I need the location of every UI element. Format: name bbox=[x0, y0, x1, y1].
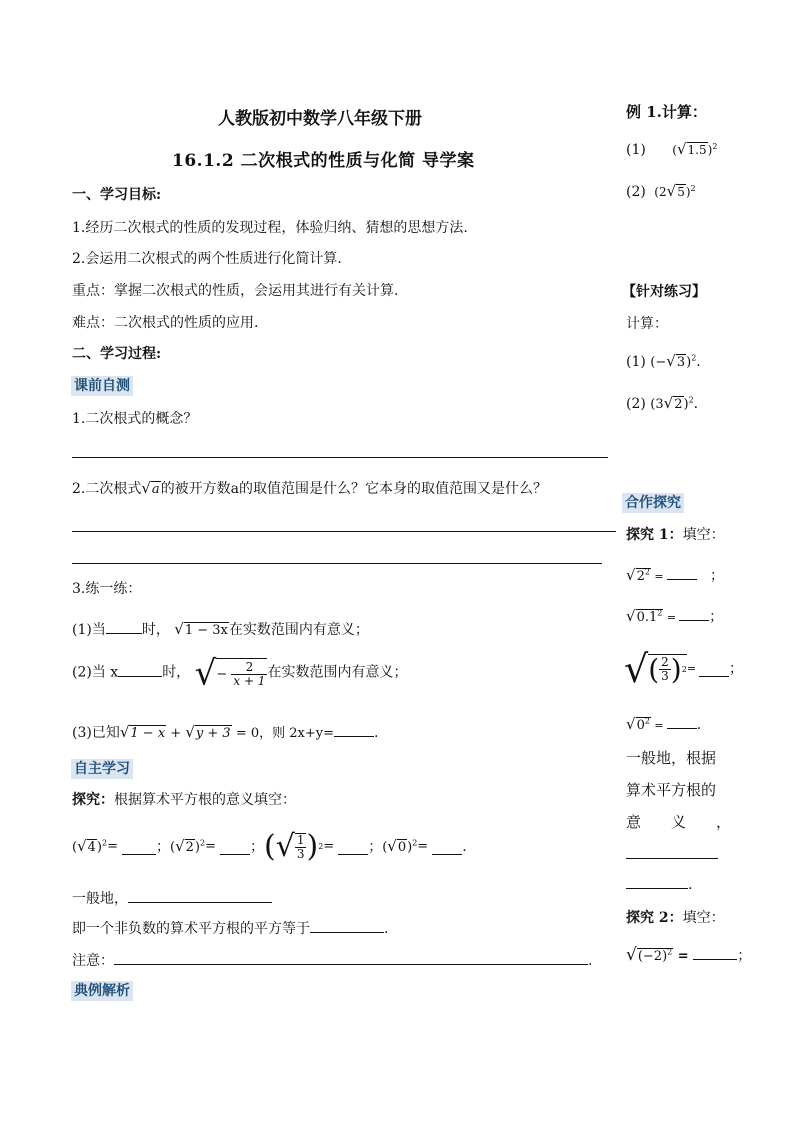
explore-1-general-blank-2[interactable] bbox=[626, 874, 688, 889]
practice-3-blank[interactable] bbox=[334, 722, 374, 737]
explore-1-general-2: 算术平方根的 bbox=[626, 781, 717, 799]
explore-1-blank-2[interactable] bbox=[679, 606, 709, 621]
explore-1-eq-1: = bbox=[650, 570, 664, 583]
right-practice-1-expr: $(-√3)^2$ bbox=[650, 352, 697, 370]
explore-1-end-1: ； bbox=[710, 568, 725, 584]
explore-1-expr-2-base: 0.1 bbox=[636, 610, 658, 625]
right-practice-2-radicand: 2 bbox=[674, 397, 683, 412]
practice-calc-label: 计算： bbox=[626, 316, 668, 332]
that-is-line bbox=[72, 918, 388, 938]
example-1-item-1-label: (1) bbox=[626, 142, 646, 158]
practice-3-sqrt-2: √y + 3 bbox=[185, 723, 231, 741]
explore-1-fill-1 bbox=[626, 565, 724, 586]
explore-1-expr-1-exp: 2 bbox=[644, 567, 650, 577]
fill-blank-4[interactable] bbox=[432, 840, 462, 855]
question-2-prefix: 2.二次根式 bbox=[72, 481, 142, 497]
fill-blank-2[interactable] bbox=[220, 840, 250, 855]
practice-2-when-end: 时， bbox=[162, 664, 191, 681]
practice-1 bbox=[72, 619, 369, 640]
difficulty-point: 难点：二次根式的性质的应用. bbox=[72, 315, 259, 331]
explore-1-expr-1-base: 2 bbox=[636, 569, 645, 584]
goal-2: 2.会运用二次根式的两个性质进行化简计算. bbox=[72, 251, 342, 267]
explore-1-blank-1[interactable] bbox=[667, 565, 697, 580]
question-2 bbox=[72, 479, 547, 499]
fill-expr-1-radicand: 4 bbox=[87, 840, 96, 855]
right-practice-2-period: . bbox=[693, 396, 699, 412]
explore-1-text: 填空： bbox=[682, 527, 725, 543]
explore-1-expr-3: √ ( $\frac{2}{3}$ ) 2 bbox=[624, 647, 687, 691]
right-practice-2 bbox=[626, 394, 698, 414]
explore-2-fill-1 bbox=[626, 945, 751, 966]
explore-2-blank-1[interactable] bbox=[693, 945, 737, 960]
right-practice-1-radicand: 3 bbox=[676, 355, 686, 370]
practice-3-given: (3)已知 bbox=[72, 725, 120, 741]
explore-text: 根据算术平方根的意义填空： bbox=[114, 792, 296, 808]
fill-expr-3-eq: = bbox=[323, 839, 335, 854]
explore-1-fill-4 bbox=[626, 714, 701, 735]
process-heading: 二、学习过程: bbox=[72, 346, 162, 362]
example-1-item-2-radicand: 5 bbox=[677, 185, 685, 199]
explore-1-blank-4[interactable] bbox=[667, 714, 697, 729]
answer-line-3[interactable] bbox=[72, 563, 602, 564]
example-1-item-1-radicand: 1.5 bbox=[687, 143, 707, 157]
that-is-text: 即一个非负数的算术平方根的平方等于 bbox=[72, 921, 310, 937]
example-tag: 典例解析 bbox=[71, 981, 133, 1001]
question-2-suffix: 的被开方数a的取值范围是什么？它本身的取值范围又是什么？ bbox=[160, 481, 548, 497]
that-is-blank[interactable] bbox=[310, 918, 384, 933]
practice-3-radicand-1: 1 − x bbox=[130, 726, 166, 741]
practice-2-sqrt: √− $\frac{2}{x + 1}$ bbox=[194, 653, 266, 693]
explore-1-expr-2: $√0.1^2$ bbox=[626, 607, 663, 625]
example-1-item-2-expr: $(2√5)^2$ bbox=[654, 182, 696, 200]
answer-line-2[interactable] bbox=[72, 531, 616, 532]
general-rule-line bbox=[72, 888, 272, 908]
explore-1-general-1: 一般地，根据 bbox=[626, 749, 717, 767]
practice-3-period: . bbox=[373, 725, 379, 741]
fill-expr-4-radicand: 0 bbox=[397, 840, 407, 855]
explore-2-expr-1-exp: 2 bbox=[667, 947, 673, 957]
explore-fill-row bbox=[72, 822, 467, 872]
explore-1-blank-3[interactable] bbox=[699, 662, 729, 677]
example-1-item-2 bbox=[626, 182, 696, 201]
explore-line bbox=[72, 791, 296, 809]
right-practice-2-label: (2) bbox=[626, 396, 646, 412]
practice-1-when: (1)当 bbox=[72, 622, 106, 638]
key-point: 重点：掌握二次根式的性质，会运用其进行有关计算. bbox=[72, 283, 399, 299]
practice-3 bbox=[72, 722, 378, 743]
lesson-title: 16.1.2 二次根式的性质与化简 导学案 bbox=[172, 151, 475, 171]
explore-2-end-1: ； bbox=[737, 948, 752, 964]
practice-1-when-end: 时， bbox=[141, 622, 170, 638]
example-1-label: 例 1.计算： bbox=[626, 103, 707, 121]
right-practice-1-exp: 2 bbox=[691, 353, 697, 363]
explore-1-expr-4-exp: 2 bbox=[644, 716, 650, 726]
right-practice-1-minus: − bbox=[655, 355, 667, 370]
practice-2 bbox=[72, 653, 408, 693]
explore-1-end-2: ； bbox=[709, 609, 724, 625]
right-practice-1-label: (1) bbox=[626, 354, 646, 370]
explore-1-fill-3 bbox=[624, 644, 743, 694]
that-is-period: . bbox=[384, 921, 389, 937]
fill-expr-2-eq: = bbox=[205, 839, 216, 854]
sqrt-a-radicand: a bbox=[151, 482, 160, 497]
practice-2-blank[interactable] bbox=[118, 662, 162, 677]
explore-1-expr-3-denominator: 3 bbox=[661, 669, 669, 683]
explore-1-eq-2: = bbox=[663, 611, 677, 624]
note-blank[interactable] bbox=[114, 950, 588, 965]
right-practice-1 bbox=[626, 352, 701, 372]
fill-sep-1: ； bbox=[156, 839, 170, 855]
document-title: 人教版初中数学八年级下册 bbox=[218, 109, 422, 129]
practice-heading: 3.练一练： bbox=[72, 581, 142, 597]
fill-sep-2: ； bbox=[250, 839, 264, 855]
explore-1-expr-1: $√2^2$ bbox=[626, 566, 650, 584]
explore-2-eq-1: = bbox=[673, 949, 694, 964]
fill-expr-4-eq: = bbox=[417, 839, 429, 854]
practice-1-condition: 在实数范围内有意义； bbox=[228, 622, 369, 638]
fill-blank-1[interactable] bbox=[122, 840, 156, 855]
practice-1-radicand: 1 − 3x bbox=[184, 623, 228, 638]
practice-2-minus: − bbox=[216, 667, 228, 682]
right-practice-2-exp: 2 bbox=[688, 395, 694, 405]
fill-expr-1: $(√4)^2$ bbox=[72, 837, 108, 855]
practice-2-denominator: x + 1 bbox=[233, 674, 266, 688]
fill-end: . bbox=[462, 839, 467, 855]
sqrt-a: √a bbox=[141, 479, 160, 497]
explore-1-general-blank-line bbox=[626, 874, 692, 894]
explore-1-general-period: . bbox=[688, 877, 693, 893]
explore-1-eq-4: = bbox=[650, 719, 664, 732]
note-label: 注意： bbox=[72, 953, 114, 969]
note-line bbox=[72, 950, 592, 970]
right-practice-2-expr: $(3√2)^2$ bbox=[650, 394, 694, 412]
answer-line-1[interactable] bbox=[72, 457, 608, 458]
explore-1-general-3: 意 义 ， bbox=[626, 813, 732, 831]
right-practice-2-coef: 3 bbox=[655, 397, 664, 412]
example-1-item-2-exp: 2 bbox=[690, 184, 696, 193]
example-1-item-2-label: (2) bbox=[626, 184, 646, 200]
explore-1-expr-3-numerator: 2 bbox=[661, 655, 669, 669]
explore-1-general-blank-1[interactable] bbox=[626, 858, 718, 859]
explore-2-expr-1-inner: (−2) bbox=[637, 949, 668, 964]
explore-1-label: 探究 1： bbox=[626, 527, 683, 543]
explore-2-line bbox=[626, 909, 725, 927]
practice-2-when: (2)当 x bbox=[72, 664, 119, 681]
fill-expr-3-denominator: 3 bbox=[296, 847, 305, 861]
fill-expr-3-numerator: 1 bbox=[296, 833, 305, 847]
example-1-item-2-coef: 2 bbox=[658, 185, 667, 199]
explore-1-expr-4-base: 0 bbox=[636, 718, 645, 733]
practice-1-blank[interactable] bbox=[106, 619, 142, 634]
example-1-item-1 bbox=[626, 140, 717, 159]
explore-1-end-4: . bbox=[696, 717, 702, 733]
goals-heading: 一、学习目标: bbox=[72, 187, 162, 203]
note-period: . bbox=[588, 953, 593, 969]
pretest-tag: 课前自测 bbox=[71, 376, 133, 396]
example-1-item-1-expr: $(√1.5)^2$ bbox=[672, 140, 718, 158]
explore-1-fill-2 bbox=[626, 606, 723, 627]
fill-expr-4: $(√0)^2$ bbox=[382, 837, 418, 855]
fill-expr-1-eq: = bbox=[107, 839, 118, 854]
practice-1-sqrt: √1 − 3x bbox=[174, 620, 228, 638]
practice-3-equation: = 0，则 2x+y= bbox=[231, 726, 334, 741]
explore-1-end-3: ； bbox=[729, 661, 744, 677]
goal-1: 1.经历二次根式的性质的发现过程，体验归纳、猜想的思想方法. bbox=[72, 220, 468, 236]
explore-2-text: 填空： bbox=[682, 910, 725, 926]
example-1-title bbox=[626, 103, 707, 122]
practice-3-radicand-2: y + 3 bbox=[195, 726, 231, 741]
practice-section-heading: 【针对练习】 bbox=[622, 284, 706, 300]
practice-3-plus: + bbox=[166, 726, 186, 741]
explore-1-expr-2-exp: 2 bbox=[657, 608, 663, 618]
question-1: 1.二次根式的概念？ bbox=[72, 411, 198, 427]
explore-2-label: 探究 2： bbox=[626, 910, 683, 926]
self-study-tag: 自主学习 bbox=[71, 759, 133, 779]
explore-2-expr-1: $√(-2)^2$ bbox=[626, 945, 673, 965]
right-practice-1-period: . bbox=[696, 354, 701, 370]
explore-1-line bbox=[626, 526, 725, 544]
cooperation-tag: 合作探究 bbox=[622, 493, 684, 513]
practice-3-sqrt-1: √1 − x bbox=[119, 723, 166, 741]
fill-blank-3[interactable] bbox=[338, 840, 368, 855]
fill-expr-3: ( √ $\frac{1}{3}$ ) 2 bbox=[264, 829, 324, 864]
explore-label: 探究： bbox=[72, 792, 114, 808]
fill-expr-2-radicand: 2 bbox=[185, 840, 194, 855]
fill-expr-2: $(√2)^2$ bbox=[170, 837, 206, 855]
general-rule-blank[interactable] bbox=[128, 888, 272, 903]
general-rule-text: 一般地， bbox=[72, 891, 128, 907]
explore-1-expr-4: $√0^2$ bbox=[626, 715, 650, 733]
practice-2-condition: 在实数范围内有意义； bbox=[267, 664, 408, 681]
explore-1-eq-3: = bbox=[686, 662, 697, 675]
practice-2-numerator: 2 bbox=[231, 661, 267, 675]
fill-sep-3: ； bbox=[368, 839, 383, 855]
example-1-item-1-exp: 2 bbox=[712, 142, 718, 151]
